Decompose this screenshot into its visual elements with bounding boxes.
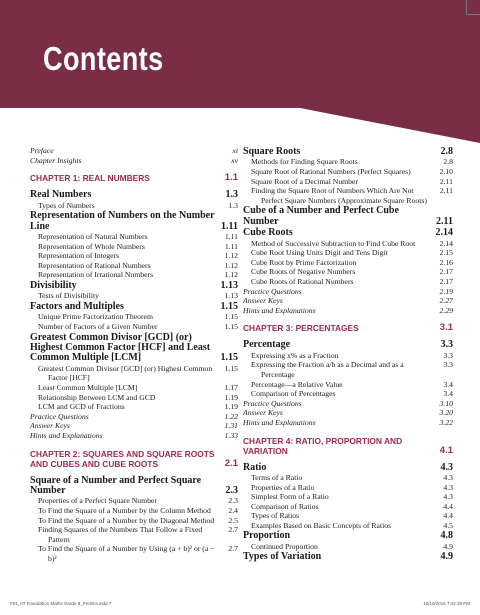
toc-entry <box>243 296 453 306</box>
page-number: 3.22 <box>439 417 453 427</box>
toc-entry <box>243 511 453 521</box>
toc-entry <box>243 389 453 399</box>
toc-section <box>243 340 453 350</box>
page-number: 2.5 <box>228 515 238 525</box>
toc-label: Cube Roots of Negative Numbers <box>251 267 356 277</box>
toc-label: Expressing x% as a Fraction <box>251 350 339 360</box>
toc-label: Hints and Explanations <box>243 305 316 315</box>
crop-mark <box>466 14 480 15</box>
toc-label: Square Root of a Decimal Number <box>251 176 358 186</box>
toc-label: Cube Root by Prime Factorization <box>251 257 357 267</box>
toc-label: Representation of Whole Numbers <box>38 241 145 251</box>
toc-entry <box>30 506 238 516</box>
page-number: 3.10 <box>439 398 453 408</box>
page-number: 2.11 <box>439 176 453 186</box>
toc-entry <box>30 201 238 211</box>
page-number: 4.5 <box>443 520 453 530</box>
toc-entry <box>30 393 238 403</box>
toc-entry <box>30 383 238 393</box>
toc-label: LCM and GCD of Fractions <box>38 402 125 412</box>
toc-label: Hints and Explanations <box>243 417 316 427</box>
toc-entry <box>243 380 453 390</box>
page-number: 2.19 <box>439 286 453 296</box>
page-number: 1.22 <box>224 411 238 421</box>
toc-label: Factors and Multiples <box>30 300 124 312</box>
toc-label: Greatest Common Divisor [GCD] (or) Highest Common Factor [HCF] <box>38 363 213 383</box>
toc-label: CHAPTER 3: PERCENTAGES <box>243 323 359 334</box>
toc-section <box>30 302 238 312</box>
page-number: 1.31 <box>224 421 238 431</box>
toc-entry <box>243 287 453 297</box>
toc-label: Percentage—a Relative Value <box>251 379 343 389</box>
page-number: 1.15 <box>224 312 238 322</box>
page-number: 4.1 <box>439 444 453 456</box>
toc-label: Practice Questions <box>243 398 302 408</box>
page-number: 1.12 <box>224 260 238 270</box>
page-number: 1.19 <box>224 392 238 402</box>
toc-column-right <box>243 146 453 563</box>
page-number: 4.8 <box>440 530 453 542</box>
toc-label: Method of Successive Subtraction to Find Cube Root <box>251 238 416 248</box>
toc-label: Cube Roots <box>243 227 293 239</box>
page-number: 1.15 <box>224 321 238 331</box>
chapter-heading <box>30 449 238 469</box>
page-number: 1.33 <box>224 430 238 440</box>
chapter-heading <box>243 323 453 333</box>
toc-section <box>30 211 238 232</box>
page-number: 2.16 <box>439 257 453 267</box>
toc-entry <box>30 270 238 280</box>
toc-label: Representation of Numbers on the Number Line <box>30 210 215 232</box>
toc-entry <box>30 146 238 156</box>
page-number: 4.3 <box>443 472 453 482</box>
chapter-heading <box>30 173 238 183</box>
toc-label: Properties of a Ratio <box>251 482 315 492</box>
toc-entry <box>30 322 238 332</box>
page-number: 2.7 <box>228 525 238 535</box>
toc-section <box>243 531 453 541</box>
page-number: 2.10 <box>439 167 453 176</box>
toc-label: Chapter Insights <box>30 155 82 165</box>
toc-label: Proportion <box>243 530 291 542</box>
page-title: Contents <box>43 40 164 77</box>
toc-entry <box>243 239 453 249</box>
page-number: 1.13 <box>224 291 238 301</box>
toc-label: Properties of a Perfect Square Number <box>38 496 157 506</box>
toc-label: Answer Keys <box>243 408 283 418</box>
page-number: 2.11 <box>439 186 453 196</box>
toc-label: CHAPTER 4: RATIO, PROPORTION AND VARIATION <box>243 435 403 456</box>
toc-entry <box>243 177 453 187</box>
page-number: 4.9 <box>443 541 453 551</box>
page-number: 1.15 <box>220 300 238 312</box>
toc-label: Representation of Rational Numbers <box>38 260 151 270</box>
toc-entry <box>30 251 238 261</box>
toc-label: Square of a Number and Perfect Square Number <box>30 474 202 496</box>
toc-section <box>243 147 453 157</box>
toc-section <box>30 190 238 200</box>
page-number: 2.17 <box>439 276 453 286</box>
toc-label: Answer Keys <box>243 296 283 306</box>
toc-label: Finding Squares of the Numbers That Follow a Fixed Pattern <box>38 525 203 544</box>
chapter-heading <box>243 436 453 456</box>
toc-entry <box>30 156 238 166</box>
page-number: 1.3 <box>225 189 238 201</box>
page-number: 4.3 <box>443 492 453 502</box>
page-number: 2.17 <box>439 267 453 277</box>
page-number: 2.11 <box>436 215 453 227</box>
toc-entry <box>30 412 238 422</box>
toc-label: Hints and Explanations <box>30 430 103 440</box>
toc-label: To Find the Square of a Number by the Diagonal Method <box>38 515 215 525</box>
page-number: 2.27 <box>439 296 453 306</box>
toc-label: Comparison of Percentages <box>251 389 336 399</box>
toc-label: Cube Root Using Units Digit and Tens Digit <box>251 248 388 258</box>
page-number: 1.19 <box>224 402 238 412</box>
toc-label: Square Root of Rational Numbers (Perfect Squares) <box>251 167 411 176</box>
toc-entry <box>243 473 453 483</box>
toc-entry <box>30 516 238 526</box>
toc-label: Ratio <box>243 461 267 473</box>
toc-entry <box>30 312 238 322</box>
toc-label: Greatest Common Divisor [GCD] (or) Highest Common Factor [HCF] and Least Common Multiple [LCM] <box>30 331 211 364</box>
toc-entry <box>243 418 453 428</box>
page-number: 1.12 <box>224 270 238 280</box>
page-number: 1.15 <box>220 352 238 364</box>
page-number: 2.15 <box>439 248 453 258</box>
toc-label: Relationship Between LCM and GCD <box>38 392 156 402</box>
toc-label: Tests of Divisibility <box>38 291 99 301</box>
toc-label: Cube of a Number and Perfect Cube Number <box>243 205 399 227</box>
page-number: 3.3 <box>443 350 453 360</box>
toc-entry <box>243 408 453 418</box>
page-number: 3.3 <box>440 339 453 351</box>
toc-label: Representation of Irrational Numbers <box>38 270 154 280</box>
slug-date: 10/10/2015 7:42:39 PM <box>423 601 470 606</box>
page-number: 1.15 <box>224 363 238 373</box>
toc-label: Types of Numbers <box>38 200 95 210</box>
page-number: 2.3 <box>225 484 238 496</box>
page-number: 4.3 <box>443 482 453 492</box>
page-number: 3.3 <box>443 360 453 370</box>
page-number: 4.4 <box>443 511 453 521</box>
print-slug <box>10 601 470 606</box>
toc-entry <box>243 306 453 316</box>
toc-label: Methods for Finding Square Roots <box>251 157 358 167</box>
toc-entry <box>30 364 238 383</box>
page-number: 4.9 <box>440 551 453 563</box>
toc-entry <box>30 431 238 441</box>
page-number: 4.4 <box>443 501 453 511</box>
page-number: 3.4 <box>443 389 453 399</box>
page-number: 2.14 <box>439 238 453 248</box>
toc-section <box>243 552 453 562</box>
toc-label: Expressing the Fraction a/b as a Decimal and as a Percentage <box>251 360 404 379</box>
page-number: 2.4 <box>228 505 238 515</box>
toc-entry <box>30 544 238 563</box>
page-number: 3.1 <box>439 322 453 334</box>
toc-label: Number of Factors of a Given Number <box>38 321 158 331</box>
toc-entry <box>243 248 453 258</box>
toc-entry <box>30 496 238 506</box>
page-number: 2.3 <box>228 496 238 506</box>
page-number: xi <box>232 146 238 155</box>
toc-label: Answer Keys <box>30 421 70 431</box>
toc-entry <box>30 291 238 301</box>
toc-label: Square Roots <box>243 146 301 157</box>
toc-label: Simplest Form of a Ratio <box>251 492 329 502</box>
toc-label: Real Numbers <box>30 189 92 201</box>
toc-label: Percentage <box>243 339 291 351</box>
toc-section <box>30 476 238 497</box>
toc-label: Comparison of Ratios <box>251 501 319 511</box>
toc-entry <box>243 492 453 502</box>
page-number: 4.3 <box>440 461 453 473</box>
toc-column-left <box>30 146 238 564</box>
page-number: 3.4 <box>443 379 453 389</box>
toc-entry <box>243 542 453 552</box>
toc-label: Types of Ratios <box>251 511 300 521</box>
toc-section <box>30 281 238 291</box>
page-number: 1.11 <box>224 232 238 241</box>
page-number: 1.11 <box>224 241 238 251</box>
toc-label: To Find the Square of a Number by the Column Method <box>38 505 211 515</box>
toc-entry <box>243 167 453 177</box>
toc-entry <box>243 258 453 268</box>
page-number: xv <box>231 155 238 165</box>
toc-entry <box>243 360 453 379</box>
toc-entry <box>243 351 453 361</box>
toc-section <box>243 206 453 227</box>
toc-label: Practice Questions <box>243 286 302 296</box>
toc-entry <box>243 521 453 531</box>
page-number: 1.1 <box>224 172 238 184</box>
toc-entry <box>30 261 238 271</box>
toc-entry <box>243 502 453 512</box>
toc-label: Representation of Integers <box>38 251 120 261</box>
toc-label: Cube Roots of Rational Numbers <box>251 276 354 286</box>
page-number: 2.1 <box>224 457 238 469</box>
crop-mark <box>466 0 467 14</box>
page-number: 2.29 <box>439 305 453 315</box>
toc-entry <box>243 399 453 409</box>
toc-entry <box>243 186 453 205</box>
toc-entry <box>243 267 453 277</box>
toc-label: Least Common Multiple [LCM] <box>38 382 138 392</box>
page-number: 2.7 <box>228 544 238 554</box>
page-number: 2.14 <box>435 227 453 239</box>
page-number: 1.13 <box>220 279 238 291</box>
toc-label: Divisibility <box>30 279 77 291</box>
toc-entry <box>243 483 453 493</box>
toc-entry <box>30 402 238 412</box>
toc-entry <box>30 421 238 431</box>
toc-label: Representation of Natural Numbers <box>38 232 148 241</box>
toc-section <box>243 463 453 473</box>
toc-entry <box>243 277 453 287</box>
toc-section <box>243 228 453 238</box>
page-number: 1.11 <box>221 220 238 232</box>
page-number: 1.17 <box>224 382 238 392</box>
toc-entry <box>243 157 453 167</box>
toc-section <box>30 333 238 364</box>
page-number: 2.8 <box>443 157 453 167</box>
toc-label: Examples Based on Basic Concepts of Ratios <box>251 520 392 530</box>
toc-label: Terms of a Ratio <box>251 472 303 482</box>
toc-entry <box>30 242 238 252</box>
toc-label: CHAPTER 2: SQUARES AND SQUARE ROOTS AND CUBES AND CUBE ROOTS <box>30 448 215 469</box>
toc-label: Unique Prime Factorization Theorem <box>38 312 153 322</box>
toc-label: To Find the Square of a Number by Using (a + b)² or (a − b)² <box>38 544 215 563</box>
toc-label: Types of Variation <box>243 551 322 563</box>
toc-label: Practice Questions <box>30 411 89 421</box>
page-number: 1.3 <box>228 200 238 210</box>
page-number: 1.12 <box>224 251 238 261</box>
page-number: 3.20 <box>439 408 453 418</box>
toc-label: Continued Proportion <box>251 541 318 551</box>
toc-label: Preface <box>30 146 54 155</box>
toc-entry <box>30 525 238 544</box>
toc-label: CHAPTER 1: REAL NUMBERS <box>30 173 150 184</box>
toc-entry <box>30 232 238 242</box>
page-number: 2.8 <box>440 146 453 157</box>
slug-file: F01_IIT Foundation Maths Grade 8_Prelims.indd 7 <box>10 601 112 606</box>
toc-label: Finding the Square Root of Numbers Which Are Not Perfect Square Numbers (Approximate Square Roots) <box>251 186 427 205</box>
